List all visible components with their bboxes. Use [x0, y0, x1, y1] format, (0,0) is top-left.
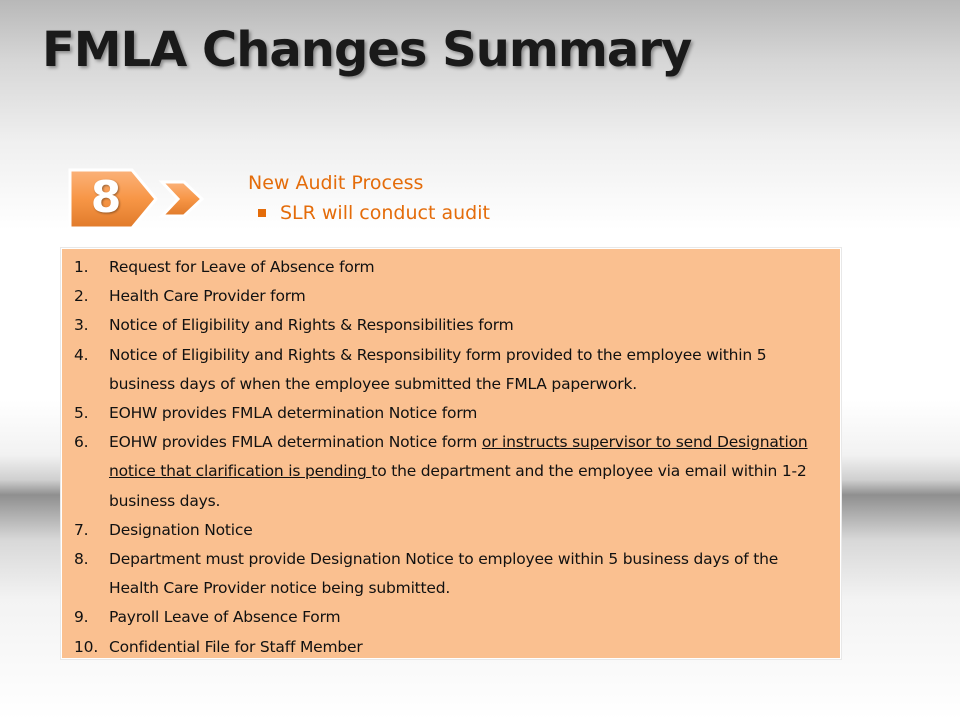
list-item: 4. Notice of Eligibility and Rights & Responsibility form provided to the employee within 5 business days of when the employee submitted the FMLA paperwork.: [74, 345, 767, 393]
list-item: 8. Department must provide Designation Notice to employee within 5 business days of the Health Care Provider notice being submitted.: [74, 550, 779, 598]
list-item: 3. Notice of Eligibility and Rights & Responsibilities form: [74, 316, 514, 335]
checklist-panel: [61, 248, 841, 659]
step-heading: New Audit Process: [248, 172, 424, 194]
list-item: 6. EOHW provides FMLA determination Notice form or instructs supervisor to send Designation notice that clarification is pending to the department and the employee via email within 1-2 business days.: [74, 433, 808, 510]
list-item: 7. Designation Notice: [74, 520, 253, 539]
square-bullet-icon: [258, 209, 266, 217]
list-item: 1. Request for Leave of Absence form: [74, 258, 375, 276]
underlined-clarification-text: or instructs supervisor to send Designation notice that clarification is pending: [109, 433, 808, 481]
list-item: 10. Confidential File for Staff Member: [74, 637, 363, 656]
list-item: 5. EOHW provides FMLA determination Notice form: [74, 404, 478, 423]
list-item: 9. Payroll Leave of Absence Form: [74, 608, 341, 627]
slide-title: FMLA Changes Summary: [42, 22, 692, 78]
list-item: 2. Health Care Provider form: [74, 287, 306, 306]
step-number: 8: [90, 172, 122, 223]
step-bullet: [258, 202, 490, 224]
checklist: [62, 249, 840, 662]
step-bullet-text: SLR will conduct audit: [280, 202, 490, 224]
